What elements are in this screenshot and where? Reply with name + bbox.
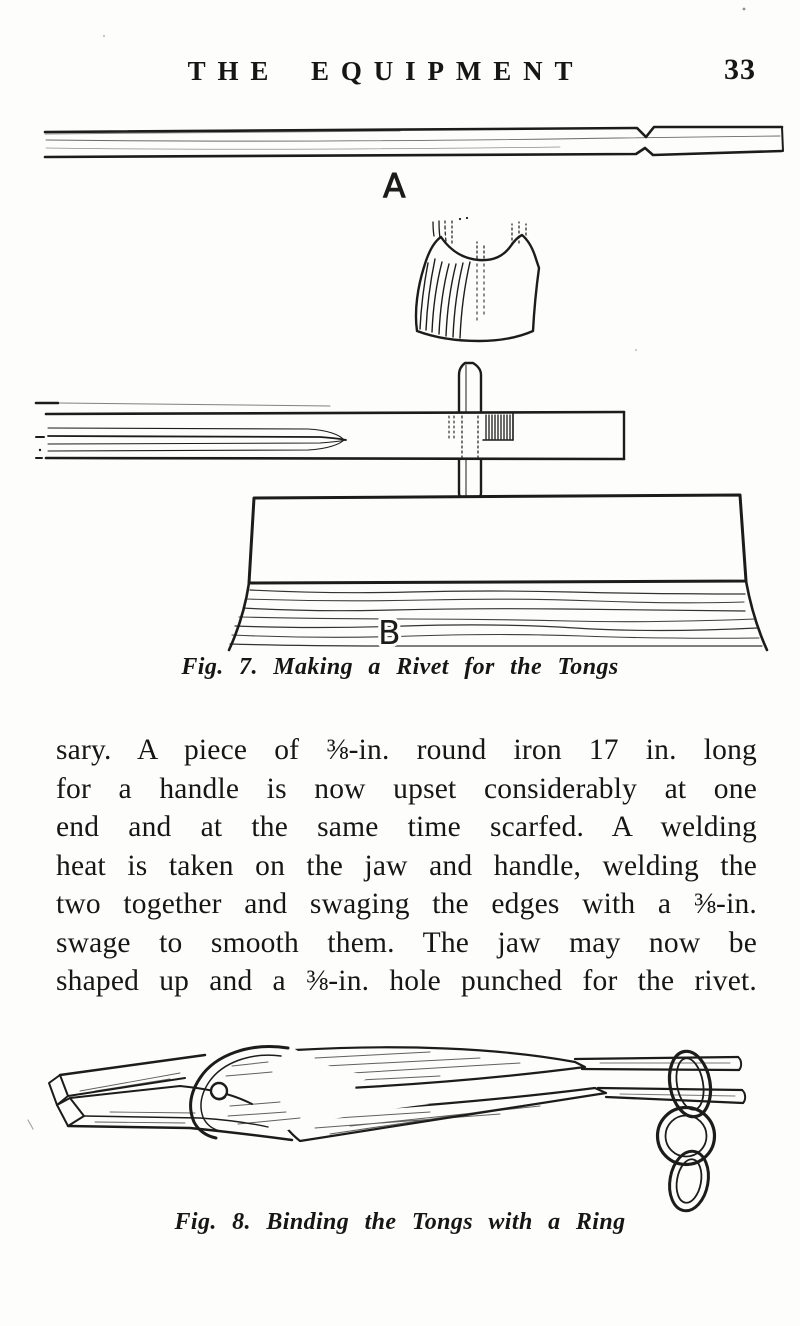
binding-rings-drawing	[658, 1048, 716, 1214]
hammer-head-drawing	[416, 217, 539, 341]
body-paragraph	[56, 731, 757, 1001]
anvil-drawing	[229, 495, 767, 650]
paragraph-line: for a handle is now upset considerably at one	[56, 772, 757, 805]
figure-7-caption: Fig. 7. Making a Rivet for the Tongs	[181, 654, 619, 680]
paragraph-line: two together and swaging the edges with a ⅜-in.	[56, 888, 757, 920]
tongs-drawing	[49, 1045, 745, 1141]
paragraph-line: swage to smooth them. The jaw may now be	[56, 926, 757, 959]
paragraph-line: sary. A piece of ⅜-in. round iron 17 in. long	[56, 734, 757, 766]
paragraph-line: end and at the same time scarfed. A welding	[56, 811, 757, 843]
figure-8-caption: Fig. 8. Binding the Tongs with a Ring	[174, 1209, 626, 1235]
page-number: 33	[724, 53, 756, 86]
heading-bar-drawing	[36, 403, 624, 459]
rod-a-drawing	[45, 127, 783, 157]
paragraph-line: shaped up and a ⅜-in. hole punched for the rivet.	[56, 965, 757, 997]
paragraph-line: heat is taken on the jaw and handle, welding the	[56, 849, 757, 882]
figure7-part-a-label: A	[383, 166, 406, 205]
page-header-title: THE EQUIPMENT	[187, 56, 585, 86]
figure7-part-b-label: B	[378, 613, 401, 652]
